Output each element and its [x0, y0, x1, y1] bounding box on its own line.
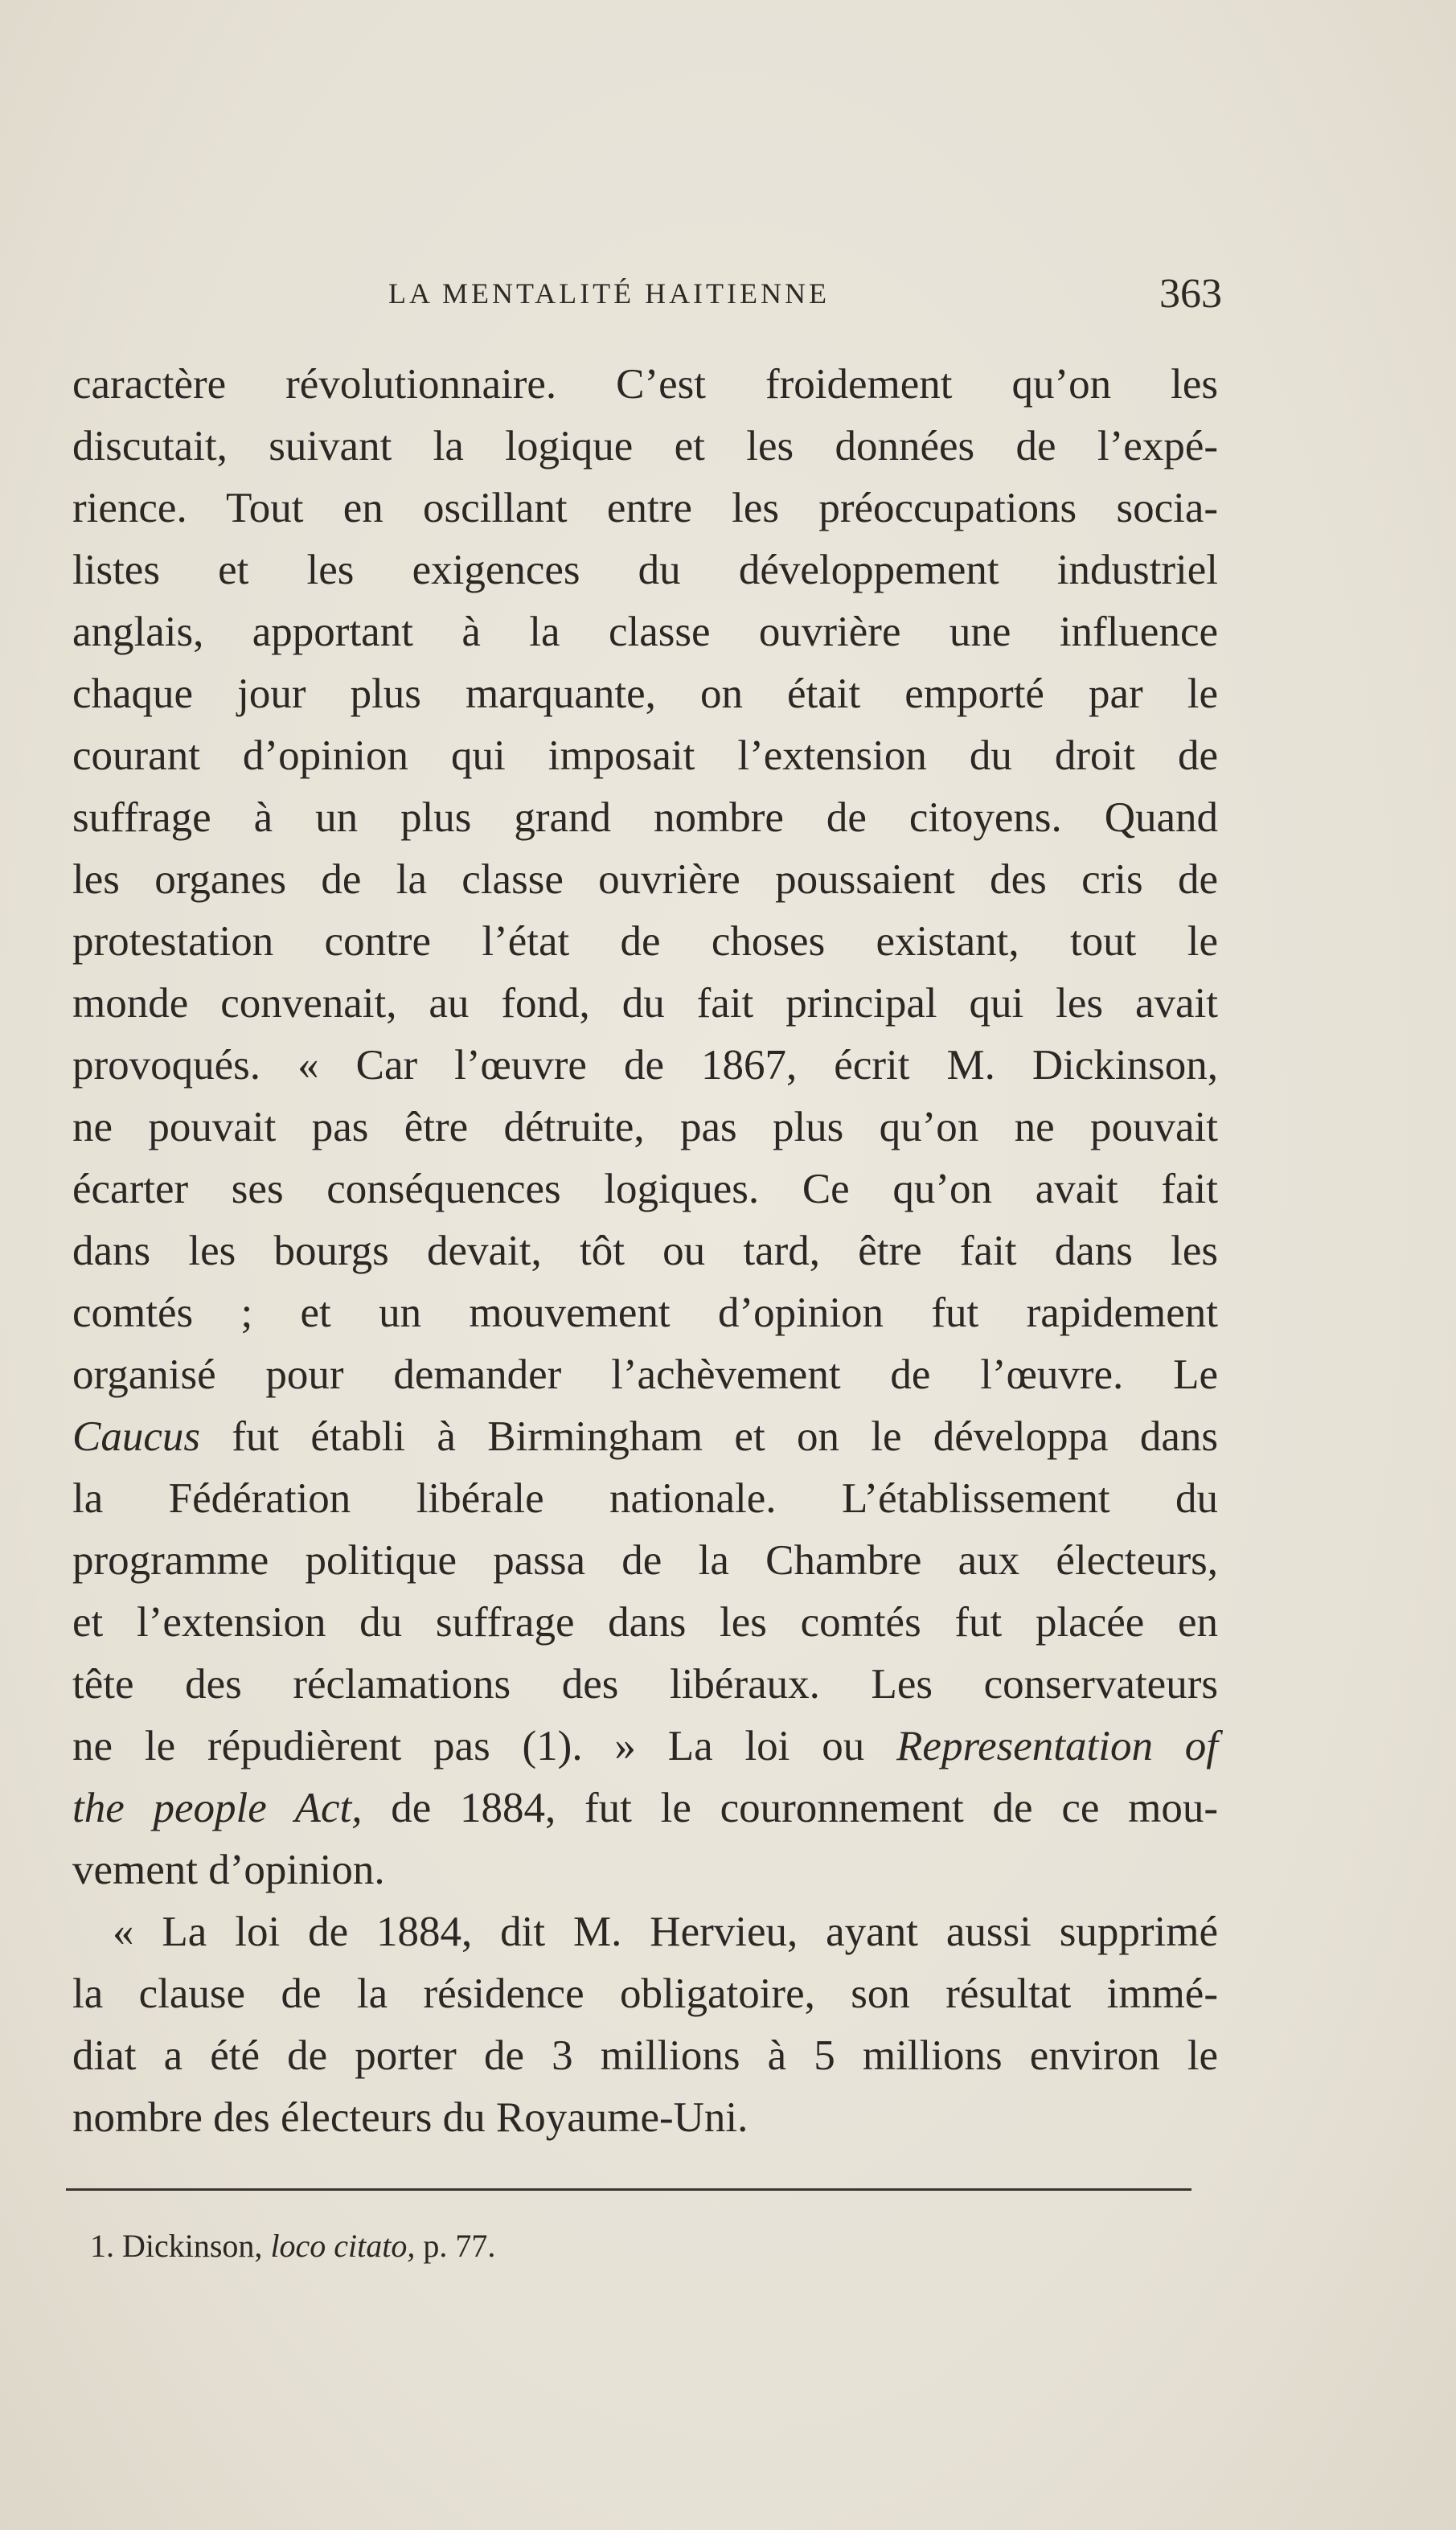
text-line	[72, 1778, 1218, 1839]
running-head: LA MENTALITÉ HAITIENNE	[388, 277, 831, 310]
text-line: dans les bourgs devait, tôt ou tard, être fait dans les	[72, 1228, 1218, 1274]
page-header	[72, 270, 1222, 318]
text-line: écarter ses conséquences logiques. Ce qu’on avait fait	[72, 1166, 1218, 1212]
text-line: chaque jour plus marquante, on était emporté par le	[72, 670, 1218, 717]
text-segment: de 1884, fut le couronnement de ce mou-	[362, 1785, 1218, 1831]
text-line: tête des réclamations des libéraux. Les conservateurs	[72, 1661, 1218, 1708]
footnote-citation: loco citato,	[270, 2228, 416, 2264]
footnote	[90, 2227, 495, 2265]
text-line: nombre des électeurs du Royaume-Uni.	[72, 2094, 749, 2141]
text-line: provoqués. « Car l’œuvre de 1867, écrit M. Dickinson,	[72, 1042, 1218, 1089]
text-line: listes et les exigences du développement industriel	[72, 547, 1218, 593]
page-number: 363	[1159, 271, 1222, 317]
text-line: vement d’opinion.	[72, 1847, 385, 1893]
text-line: protestation contre l’état de choses existant, tout le	[72, 918, 1218, 965]
text-segment: ne le répudièrent pas (1). » La loi ou	[72, 1723, 897, 1769]
text-line: la clause de la résidence obligatoire, son résultat immé-	[72, 1970, 1218, 2017]
text-line: et l’extension du suffrage dans les comtés fut placée en	[72, 1599, 1218, 1646]
text-line	[72, 1716, 1218, 1778]
text-line: anglais, apportant à la classe ouvrière une influence	[72, 609, 1218, 655]
text-line: programme politique passa de la Chambre aux électeurs,	[72, 1537, 1218, 1584]
text-line: comtés ; et un mouvement d’opinion fut rapidement	[72, 1290, 1218, 1336]
body-text	[72, 354, 1218, 2149]
text-line: diat a été de porter de 3 millions à 5 millions environ le	[72, 2032, 1218, 2079]
text-line: suffrage à un plus grand nombre de citoyens. Quand	[72, 794, 1218, 841]
footnote-page: p. 77.	[415, 2228, 496, 2264]
text-line: la Fédération libérale nationale. L’établissement du	[72, 1475, 1218, 1522]
text-line	[72, 1406, 1218, 1468]
text-line: les organes de la classe ouvrière poussaient des cris de	[72, 856, 1218, 903]
text-line: caractère révolutionnaire. C’est froidement qu’on les	[72, 361, 1218, 408]
footnote-rule	[66, 2188, 1191, 2191]
footnote-number: 1.	[90, 2228, 114, 2264]
text-segment: fut établi à Birmingham et on le développa dans	[200, 1413, 1218, 1460]
italic-act-title-cont: the people Act,	[72, 1785, 363, 1831]
text-line: « La loi de 1884, dit M. Hervieu, ayant aussi supprimé	[113, 1909, 1218, 1955]
italic-act-title: Representation of	[896, 1723, 1218, 1769]
footnote-author: Dickinson,	[114, 2228, 271, 2264]
italic-term-caucus: Caucus	[72, 1413, 200, 1460]
text-line: monde convenait, au fond, du fait principal qui les avait	[72, 980, 1218, 1027]
text-line: rience. Tout en oscillant entre les préoccupations socia-	[72, 485, 1218, 531]
text-line: ne pouvait pas être détruite, pas plus qu’on ne pouvait	[72, 1104, 1218, 1150]
text-line: courant d’opinion qui imposait l’extension du droit de	[72, 732, 1218, 779]
text-line: organisé pour demander l’achèvement de l’œuvre. Le	[72, 1351, 1218, 1398]
text-line: discutait, suivant la logique et les données de l’expé-	[72, 423, 1218, 470]
